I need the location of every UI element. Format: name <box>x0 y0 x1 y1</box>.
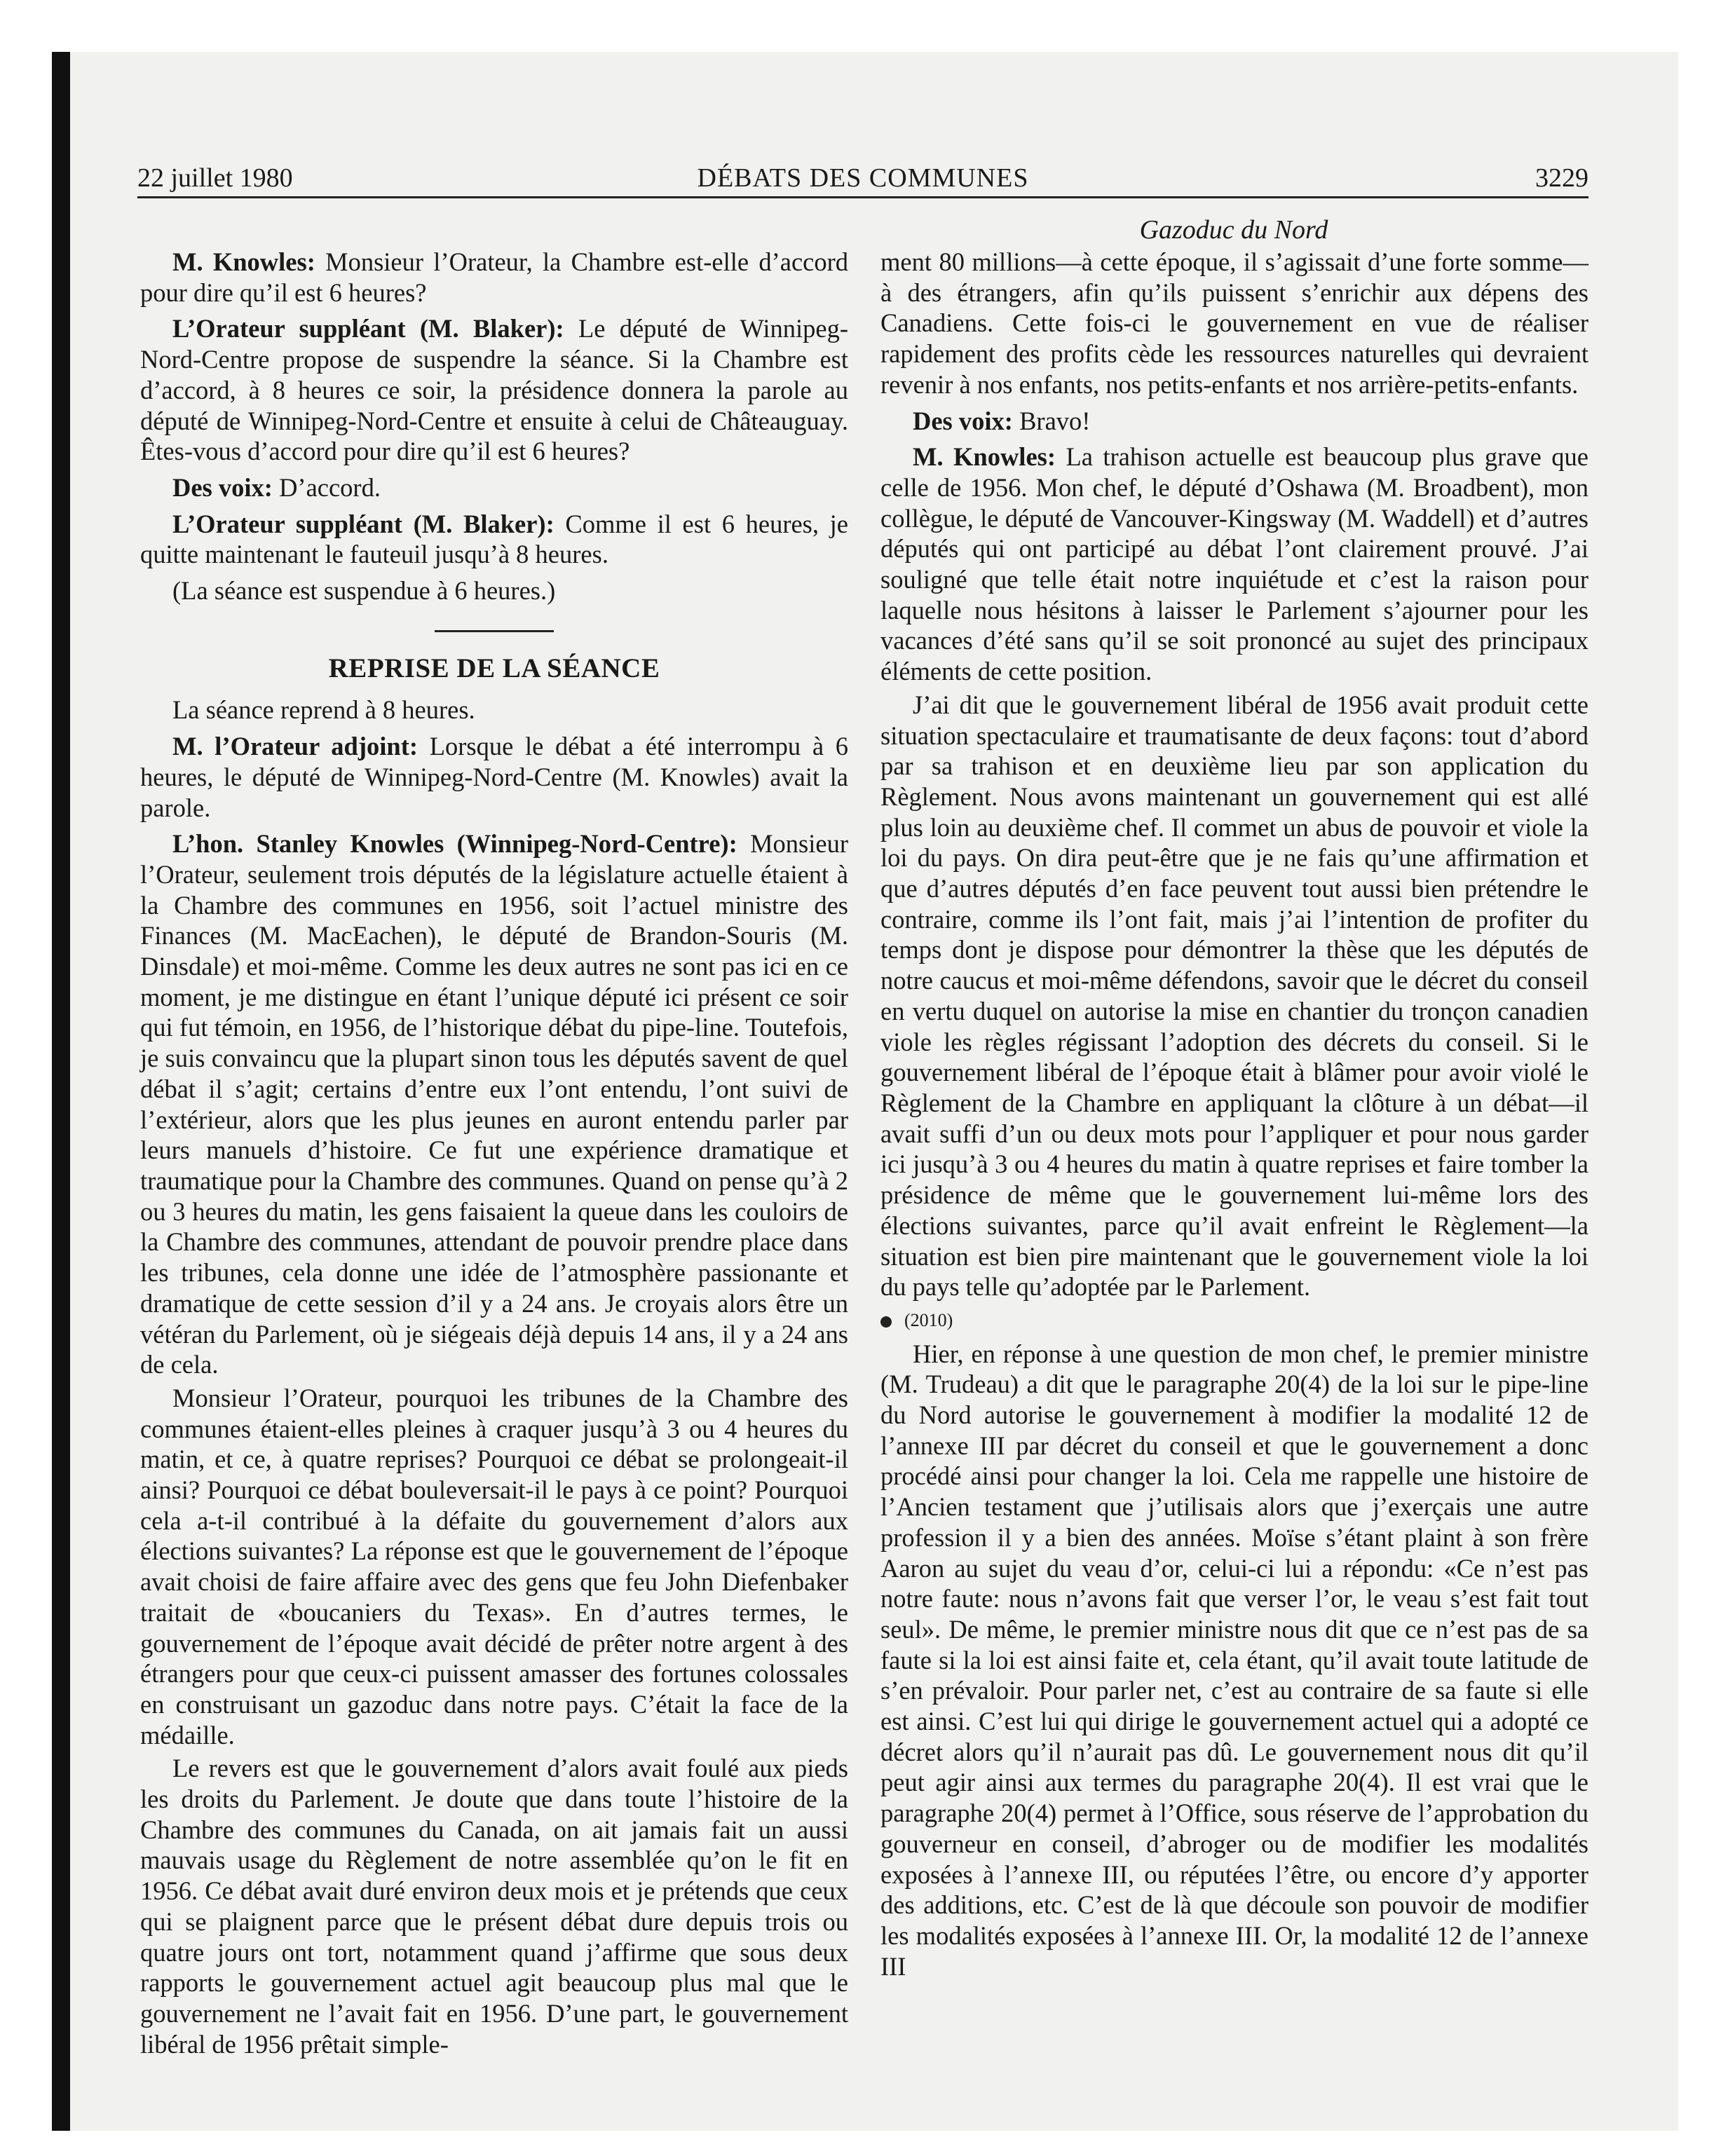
page-header <box>137 157 1588 199</box>
paragraph: Monsieur l’Orateur, pourquoi les tribunes de la Chambre des communes étaient-elles pleines à craquer jusqu’à 3 ou 4 heures du matin, et ce, à quatre reprises? Pourquoi ce débat se prolongeait-il ainsi? Pourquoi ce débat bouleversait-il le pays à ce point? Pourquoi cela a-t-il contribué à la défaite du gouvernement d’alors aux élections suivantes? La réponse est que le gouvernement de l’époque avait choisi de faire affaire avec des gens que feu John Diefenbaker traitait de «boucaniers du Texas». En d’autres termes, le gouvernement de l’époque avait décidé de prêter notre argent à des étrangers pour que ceux-ci puissent amasser des fortunes colossales en construisant un gazoduc dans notre pays. C’était la face de la médaille. <box>140 1383 848 1749</box>
section-title: REPRISE DE LA SÉANCE <box>328 653 660 683</box>
bullet-icon <box>880 1316 892 1328</box>
header-date: 22 juillet 1980 <box>137 163 293 193</box>
speech-text: Lorsque le débat a été interrompu à 6 heures, le député de Winnipeg-Nord-Centre (M. Knowles) avait la parole. <box>140 732 848 822</box>
right-column <box>880 247 1588 1984</box>
paragraph: J’ai dit que le gouvernement libéral de 1956 avait produit cette situation spectaculaire et traumatisante de deux façons: tout d’abord par sa trahison et en deuxième lieu par son application du Règlement. Nous avons maintenant un gouvernement qui est allé plus loin au deuxième chef. Il commet un abus de pouvoir et viole la loi du pays. On dira peut-être que je ne fais qu’une affirmation et que d’autres députés d’en face peuvent tout aussi bien prétendre le contraire, comme ils l’ont fait, mais j’ai l’intention de profiter du temps dont je dispose pour démontrer la thèse que les députés de notre caucus et moi-même défendons, savoir que le décret du conseil en vertu duquel on autorise la mise en chantier du tronçon canadien viole les règles régissant l’adoption des décrets du conseil. Si le gouvernement libéral de l’époque était à blâmer pour avoir violé le Règlement de la Chambre en appliquant la clôture à un débat—il avait suffi d’un ou deux mots pour l’appliquer et pour nous garder ici jusqu’à 3 ou 4 heures du matin à quatre reprises et faire tomber la présidence de même que le gouvernement lui-même lors des élections suivantes, parce qu’il avait enfreint le Règlement—la situation est bien pire maintenant que le gouvernement viole la loi du pays telle qu’adoptée par le Parlement. <box>880 690 1588 1302</box>
speaker-name: M. Knowles: <box>913 442 1056 472</box>
left-column <box>140 247 848 2062</box>
paragraph <box>880 406 1588 437</box>
speaker-name: L’Orateur suppléant (M. Blaker): <box>172 314 564 343</box>
speaker-name: Des voix: <box>913 406 1013 435</box>
speech-text: Bravo! <box>1012 406 1091 435</box>
header-rule <box>137 196 1588 198</box>
header-page-number: 3229 <box>1535 163 1588 193</box>
paragraph <box>140 828 848 1380</box>
paragraph <box>140 313 848 467</box>
speech-text: D’accord. <box>272 472 381 502</box>
paragraph: Le revers est que le gouvernement d’alors avait foulé aux pieds les droits du Parlement. Je doute que dans toute l’histoire de la Chambre des communes du Canada, on ait jamais fait un aussi mauvais usage du Règlement de notre assemblée qu’on le fit en 1956. Ce débat avait duré environ deux mois et je prétends que ceux qui se plaignent parce que le présent débat dure depuis trois ou quatre jours ont tort, notamment quand j’affirme que sous deux rapports le gouvernement actuel agit beaucoup plus mal que le gouvernement ne l’avait fait en 1956. D’une part, le gouvernement libéral de 1956 prêtait simple- <box>140 1754 848 2059</box>
section-separator <box>435 630 554 632</box>
paragraph: Hier, en réponse à une question de mon chef, le premier ministre (M. Trudeau) a dit que le paragraphe 20(4) de la loi sur le pipe-line du Nord autorise le gouvernement à modifier la modalité 12 de l’annexe III par décret du conseil et que le gouvernement a donc procédé ainsi pour changer la loi. Cela me rappelle une histoire de l’Ancien testament que j’utilisais alors que j’exerçais une autre profession il y a bien des années. Moïse s’étant plaint à son frère Aaron au sujet du veau d’or, celui-ci lui a répondu: «Ce n’est pas notre faute: nous n’avons fait que verser l’or, le veau s’est fait tout seul». De même, le premier ministre nous dit que ce n’est pas de sa faute si la loi est ainsi faite et, cela étant, qu’il avait toute latitude de s’en prévaloir. Pour parler net, c’est au contraire de sa faute si elle est ainsi. C’est lui qui dirige le gouvernement actuel qui a adopté ce décret alors qu’il n’aurait pas dû. Le gouvernement nous dit qu’il peut agir ainsi aux termes du paragraphe 20(4). Il est vrai que le paragraphe 20(4) permet à l’Office, sous réserve de l’approbation du gouverneur en conseil, d’abroger ou de modifier les modalités exposées à l’annexe III, ou réputées l’être, ou encore d’y apporter des additions, etc. C’est de là que découle son pouvoir de modifier les modalités exposées à l’annexe III. Or, la modalité 12 de l’annexe III <box>880 1339 1588 1981</box>
paragraph: ment 80 millions—à cette époque, il s’agissait d’une forte somme—à des étrangers, afin qu’ils puissent s’enrichir aux dépens des Canadiens. Cette fois-ci le gouvernement en vue de réaliser rapidement des profits cède les ressources naturelles qui devraient revenir à nos enfants, nos petits-enfants et nos arrière-petits-enfants. <box>880 247 1588 399</box>
time-marker <box>880 1305 1588 1336</box>
binding-edge <box>52 52 70 2131</box>
speech-text: Comme il est 6 heures, je quitte maintenant le fauteuil jusqu’à 8 heures. <box>140 509 848 569</box>
speaker-name: Des voix: <box>172 472 273 502</box>
paragraph <box>140 472 848 503</box>
paragraph <box>140 247 848 308</box>
speech-text: Monsieur l’Orateur, seulement trois députés de la législature actuelle étaient à la Chambre des communes en 1956, soit l’actuel ministre des Finances (M. MacEachen), le député de Brandon-Souris (M. Dinsdale) et moi-même. Comme les deux autres ne sont pas ici en ce moment, je me distingue en étant l’unique député ici présent ce soir qui fut témoin, en 1956, de l’historique débat du pipe-line. Toutefois, je suis convaincu que la plupart sinon tous les députés savent de quel débat il s’agit; certains d’entre eux l’ont entendu, l’ont suivi de l’extérieur, alors que les plus jeunes en auront entendu parler par leurs manuels d’histoire. Ce fut une expérience dramatique et traumatique pour la Chambre des communes. Quand on pense qu’à 2 ou 3 heures du matin, les gens faisaient la queue dans les couloirs de la Chambre des communes, attendant de pouvoir prendre place dans les tribunes, cela donne une idée de l’atmosphère passionante et dramatique de cette session d’il y a 24 ans. Je croyais alors être un vétéran du Parlement, où je siégeais déjà depuis 14 ans, il y a 24 ans de cela. <box>140 829 848 1379</box>
header-publication: DÉBATS DES COMMUNES <box>697 163 1029 193</box>
procedural-note: (La séance est suspendue à 6 heures.) <box>172 576 556 606</box>
speech-text: La trahison actuelle est beaucoup plus grave que celle de 1956. Mon chef, le député d’Oshawa (M. Broadbent), mon collègue, le député de Vancouver-Kingsway (M. Waddell) et d’autres députés qui ont participé au débat l’ont clairement prouvé. J’ai souligné que telle était notre inquiétude et c’est la raison pour laquelle nous hésitons à laisser le Parlement s’ajourner pour les vacances d’été sans qu’il se soit prononcé au sujet des principaux éléments de cette position. <box>880 442 1589 686</box>
speaker-name: L’Orateur suppléant (M. Blaker): <box>172 509 554 538</box>
speech-text: Monsieur l’Orateur, la Chambre est-elle d’accord pour dire qu’il est 6 heures? <box>140 247 848 307</box>
paragraph <box>140 731 848 823</box>
procedural-note: La séance reprend à 8 heures. <box>172 695 475 725</box>
time-marker-text: (2010) <box>904 1309 953 1330</box>
speaker-name: M. l’Orateur adjoint: <box>172 732 419 761</box>
speech-text: Le député de Winnipeg-Nord-Centre propose de suspendre la séance. Si la Chambre est d’accord, à 8 heures ce soir, la présidence donnera la parole au député de Winnipeg-Nord-Centre et ensuite à celui de Châteauguay. Êtes-vous d’accord pour dire qu’il est 6 heures? <box>140 314 848 466</box>
paragraph <box>880 442 1588 687</box>
speaker-name: M. Knowles: <box>172 247 315 276</box>
running-subject: Gazoduc du Nord <box>1139 215 1328 245</box>
paragraph <box>140 509 848 570</box>
speaker-name: L’hon. Stanley Knowles (Winnipeg-Nord-Centre): <box>172 829 737 859</box>
